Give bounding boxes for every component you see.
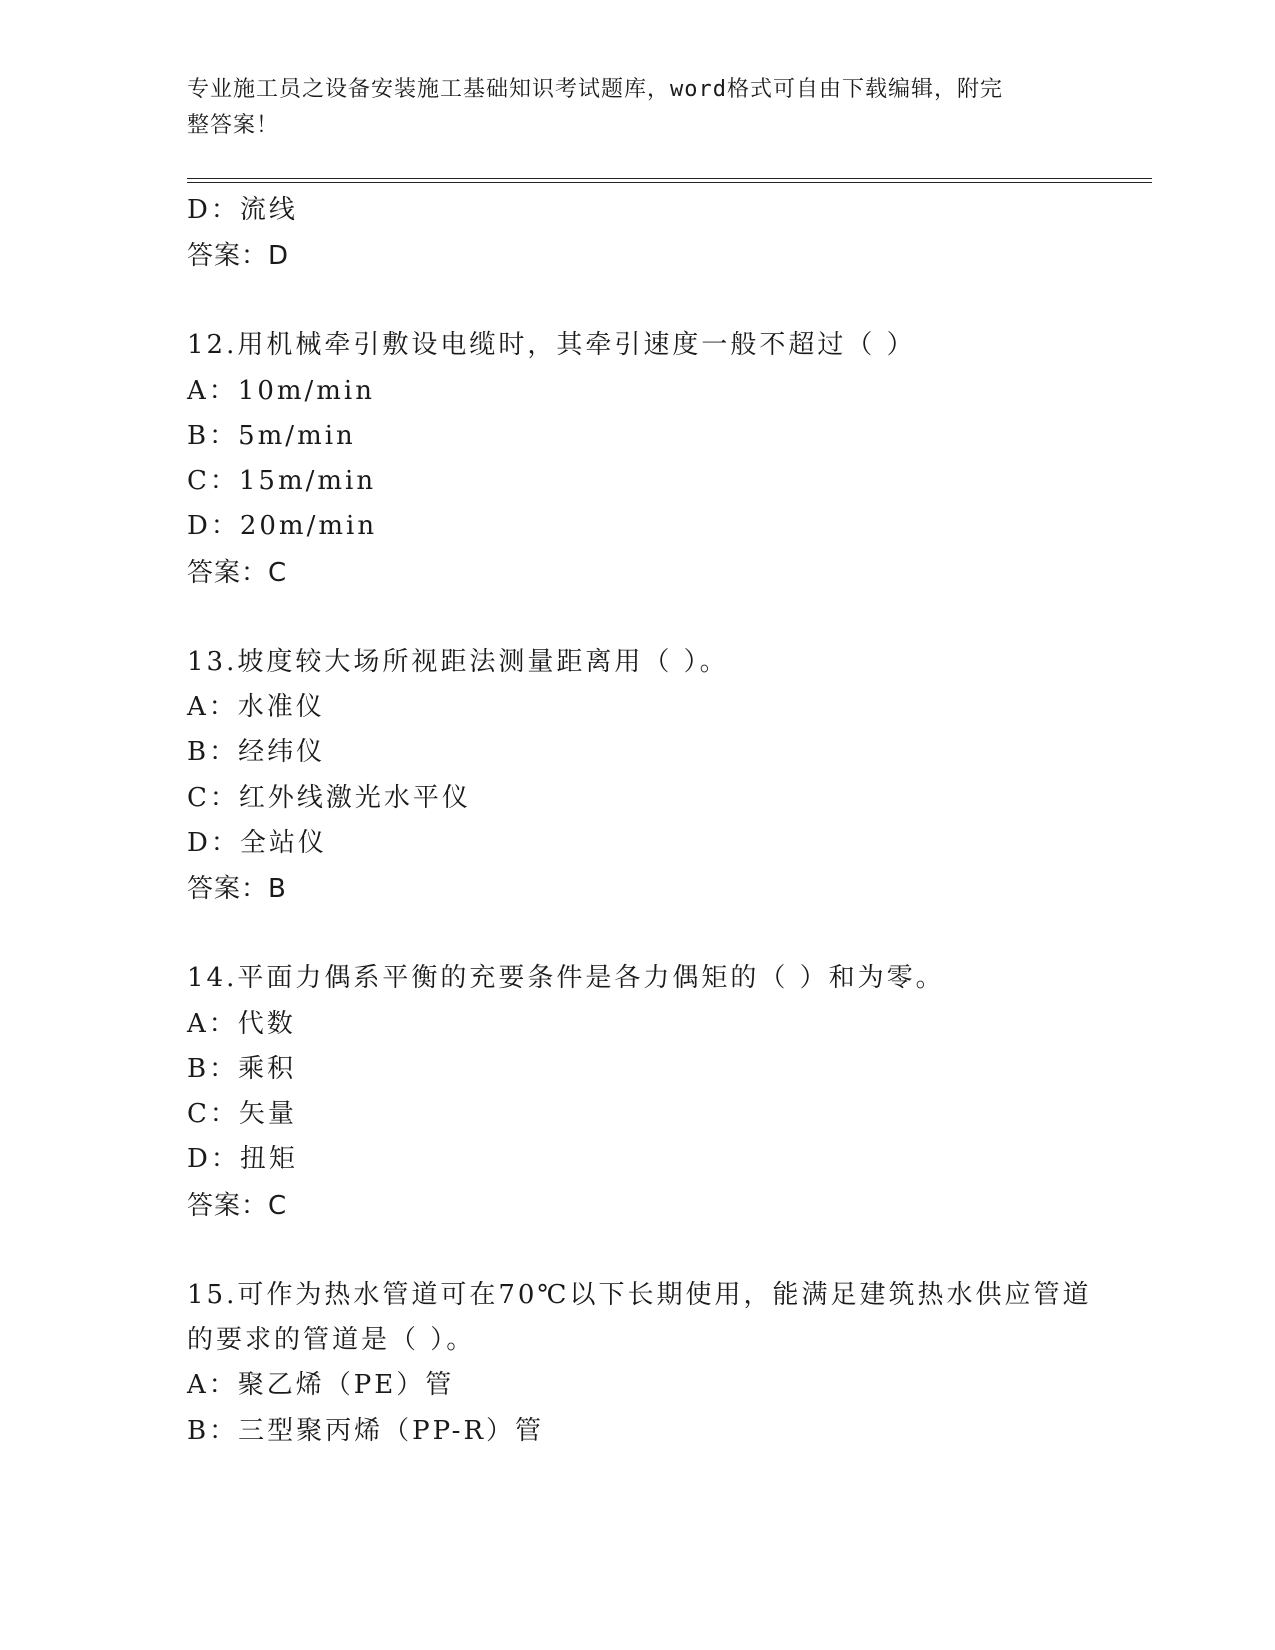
question-gap [187, 596, 1147, 640]
question-list [187, 188, 1147, 1454]
question-13-text: 13.坡度较大场所视距法测量距离用（ ）。 [187, 646, 729, 677]
question-14-text: 14.平面力偶系平衡的充要条件是各力偶矩的（ ）和为零。 [187, 963, 945, 994]
question-12-answer: 答案：C [187, 557, 288, 588]
question-15-option-b: B：三型聚丙烯（PP-R）管 [187, 1415, 545, 1446]
question-15-option-a: A：聚乙烯（PE）管 [187, 1370, 455, 1401]
question-14-option-b: B：乘积 [187, 1053, 297, 1084]
question-15-text-line-1: 15.可作为热水管道可在70℃以下长期使用，能满足建筑热水供应管道 [187, 1279, 1092, 1310]
question-14-answer: 答案：C [187, 1190, 288, 1221]
question-14-option-a: A：代数 [187, 1008, 296, 1039]
header-line-2: 整答案！ [187, 113, 280, 138]
question-13-option-d: D：全站仪 [187, 827, 327, 858]
question-12-option-d: D：20m/min [187, 511, 378, 542]
question-15-text-line-2: 的要求的管道是（ ）。 [187, 1325, 476, 1356]
question-gap [187, 279, 1147, 323]
header-line-1: 专业施工员之设备安装施工基础知识考试题库，word格式可自由下载编辑，附完 [187, 77, 1003, 102]
question-13-option-b: B：经纬仪 [187, 737, 326, 768]
question-12-text: 12.用机械牵引敷设电缆时，其牵引速度一般不超过（ ） [187, 330, 916, 361]
prev-option-d: D：流线 [187, 195, 298, 225]
question-gap [187, 1229, 1147, 1273]
question-12-option-a: A：10m/min [187, 375, 375, 406]
question-14-option-d: D：扭矩 [187, 1144, 298, 1175]
question-12-option-c: C：15m/min [187, 466, 377, 497]
header-rule-top [187, 178, 1152, 179]
question-13-option-a: A：水准仪 [187, 692, 325, 723]
header-rule-bottom [187, 182, 1152, 183]
question-14 [187, 956, 1147, 1228]
prev-answer: 答案：D [187, 241, 290, 272]
question-14-option-c: C：矢量 [187, 1099, 297, 1130]
question-15 [187, 1273, 1147, 1454]
question-13-option-c: C：红外线激光水平仪 [187, 782, 471, 813]
question-12-option-b: B：5m/min [187, 420, 356, 451]
question-13 [187, 640, 1147, 912]
question-13-answer: 答案：B [187, 874, 287, 905]
question-gap [187, 912, 1147, 956]
question-12 [187, 323, 1147, 595]
page-header [187, 72, 1077, 144]
